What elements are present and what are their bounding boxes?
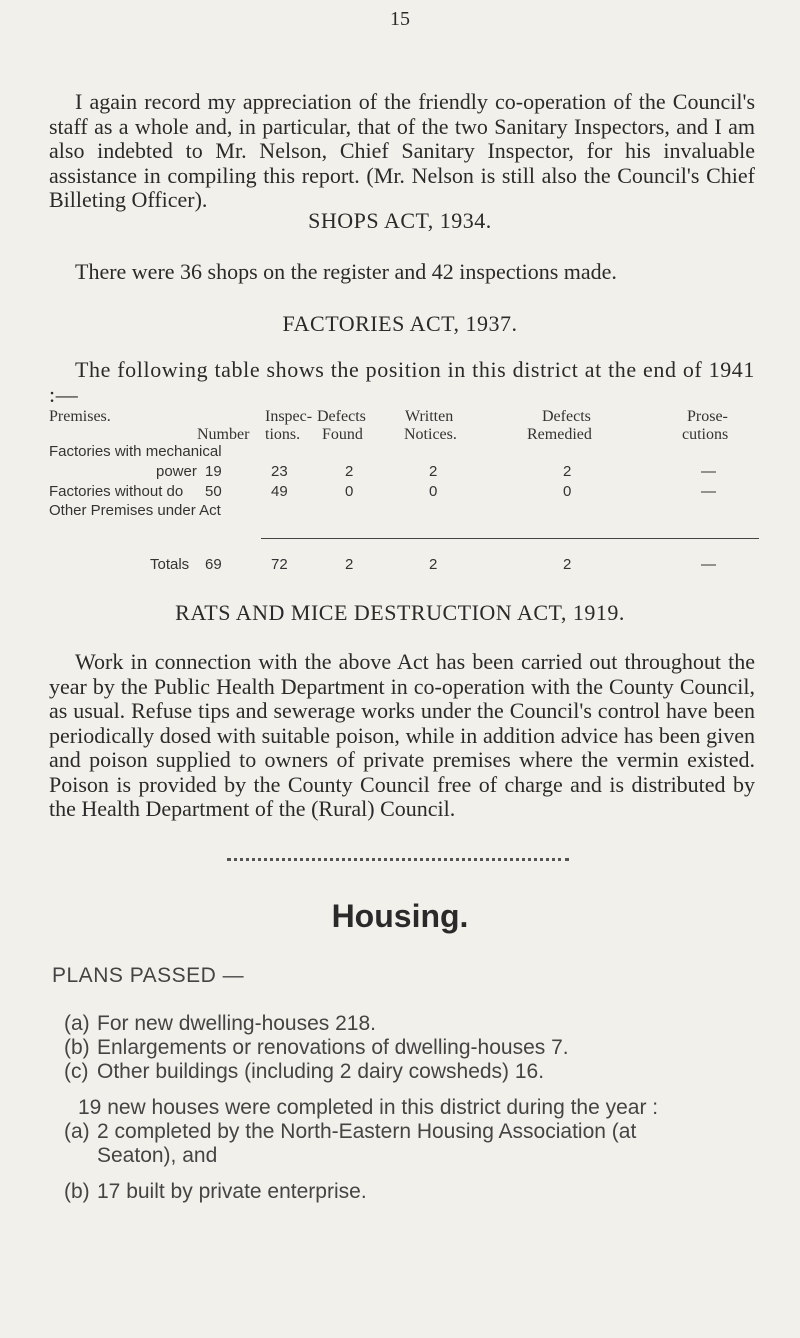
plan-item-b: [64, 1036, 569, 1060]
completed-item-label: (a): [64, 1120, 90, 1143]
row-1-number: 19: [205, 463, 222, 480]
col-defects-found-header-1: Defects: [317, 408, 366, 425]
row-1-remedied: 2: [563, 463, 572, 480]
row-2-defects-found: 0: [345, 483, 354, 500]
housing-heading: Housing.: [331, 898, 469, 934]
row-1-inspections: 23: [271, 463, 288, 480]
col-remedied-header-2: Remedied: [527, 426, 592, 443]
row-2-number: 50: [205, 483, 222, 500]
row-3-premises: Other Premises under Act: [49, 502, 221, 519]
shops-paragraph: There were 36 shops on the register and 42 inspections made.: [75, 259, 617, 284]
totals-prosecutions: —: [701, 556, 716, 573]
row-2-prosecutions: —: [701, 483, 716, 500]
col-inspections-header-1: Inspec-: [265, 408, 313, 425]
plan-item-a: [64, 1012, 376, 1036]
col-prosecutions-header-2: cutions: [682, 426, 729, 443]
col-notices-header-2: Notices.: [404, 426, 457, 443]
row-1-premises-line-2: power: [156, 463, 197, 480]
col-notices-header-1: Written: [405, 408, 454, 425]
totals-number: 69: [205, 556, 222, 573]
intro-paragraph: I again record my appreciation of the friendly co-operation of the Council's staff as a whole and, in particular, that of the two Sanitary Inspectors, and I am also indebted to Mr. Nelson, Chief Sanitary Inspector, for his invaluable assistance in compiling this report. (Mr. Nelson is still also the Council's Chief Billeting Officer).: [49, 89, 755, 212]
completed-item-a: [64, 1120, 637, 1167]
page-number: 15: [390, 8, 410, 30]
row-2-inspections: 49: [271, 483, 288, 500]
completed-item-label: (b): [64, 1180, 90, 1203]
totals-label: Totals: [150, 556, 190, 573]
plan-item-text: Enlargements or renovations of dwelling-houses 7.: [97, 1036, 569, 1059]
totals-inspections: 72: [271, 556, 288, 573]
totals-defects-found: 2: [345, 556, 354, 573]
totals-remedied: 2: [563, 556, 572, 573]
rats-paragraph: Work in connection with the above Act has been carried out throughout the year by the Public Health Department in co-operation with the County Council, as usual. Refuse tips and sewerage works under the Council's control have been periodically dosed with suitable poison, while in addition advice has been given and poison supplied to owners of private premises where the vermin existed. Poison is provided by the County Council free of charge and is distributed by the Health Department of the (Rural) Council.: [49, 649, 755, 821]
section-divider-dots: [227, 858, 569, 861]
completed-item-b: [64, 1180, 367, 1204]
shops-act-heading: SHOPS ACT, 1934.: [308, 208, 492, 233]
col-defects-found-header-2: Found: [322, 426, 363, 443]
col-prosecutions-header-1: Prose-: [687, 408, 728, 425]
row-2-premises: Factories without do: [49, 483, 184, 500]
row-1-defects-found: 2: [345, 463, 354, 480]
row-2-remedied: 0: [563, 483, 572, 500]
col-remedied-header-1: Defects: [542, 408, 591, 425]
plan-item-c: [64, 1060, 545, 1084]
col-premises-header: Premises.: [49, 408, 111, 425]
plans-passed-heading: PLANS PASSED —: [52, 964, 245, 987]
factories-intro: The following table shows the position in this district at the end of 1941 :—: [49, 357, 755, 407]
row-2-notices: 0: [429, 483, 438, 500]
completed-item-text: 17 built by private enterprise.: [97, 1180, 367, 1203]
totals-notices: 2: [429, 556, 438, 573]
totals-rule: [261, 538, 759, 539]
row-1-prosecutions: —: [701, 463, 716, 480]
col-inspections-header-2: tions.: [265, 426, 301, 443]
row-1-notices: 2: [429, 463, 438, 480]
completed-item-text-line-2: Seaton), and: [97, 1144, 218, 1167]
plan-item-text: For new dwelling-houses 218.: [97, 1012, 376, 1035]
plan-item-text: Other buildings (including 2 dairy cowsheds) 16.: [97, 1060, 545, 1083]
plan-item-label: (a): [64, 1012, 90, 1035]
plan-item-label: (c): [64, 1060, 89, 1083]
plan-item-label: (b): [64, 1036, 90, 1059]
rats-act-heading: RATS AND MICE DESTRUCTION ACT, 1919.: [175, 600, 625, 625]
completed-houses-text: 19 new houses were completed in this district during the year :: [78, 1096, 659, 1119]
completed-item-text-line-1: 2 completed by the North-Eastern Housing Association (at: [97, 1120, 637, 1143]
row-1-premises-line-1: Factories with mechanical: [49, 443, 222, 460]
factories-act-heading: FACTORIES ACT, 1937.: [282, 311, 518, 336]
col-number-header: Number: [197, 426, 250, 443]
